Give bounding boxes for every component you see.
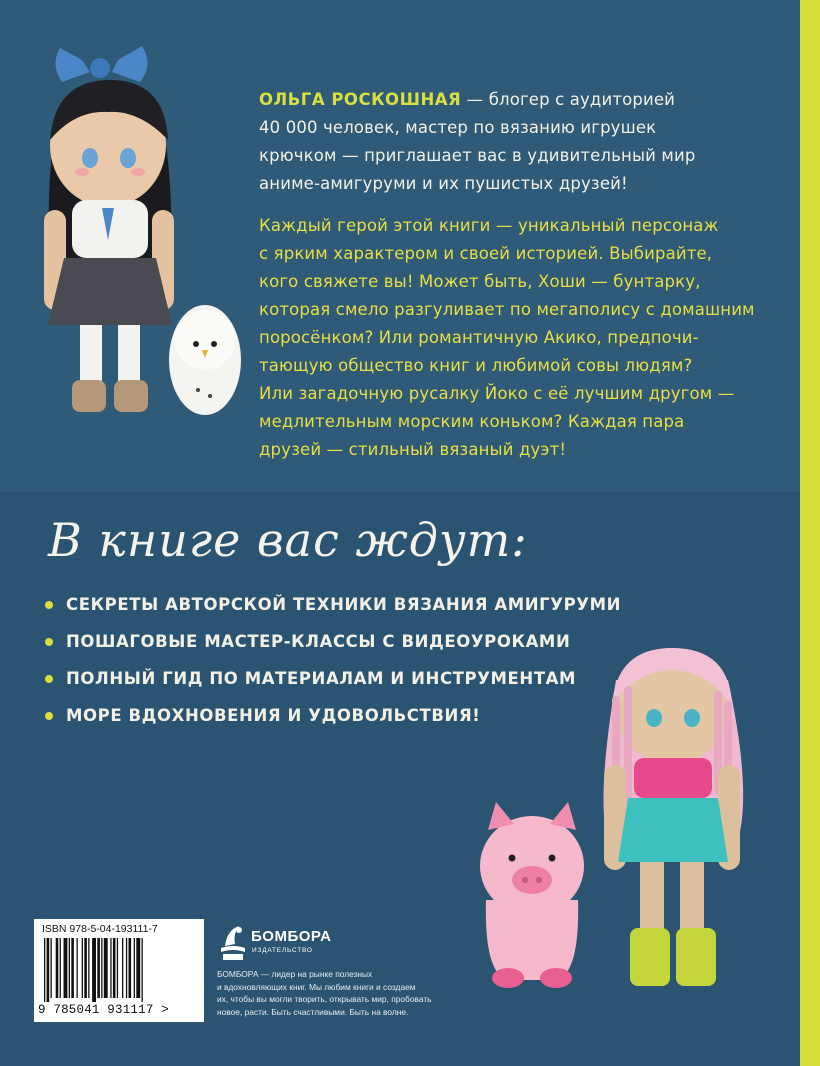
section-heading: В книге вас ждут: xyxy=(48,513,528,567)
feature-label: ПОЛНЫЙ ГИД ПО МАТЕРИАЛАМ И ИНСТРУМЕНТАМ xyxy=(66,669,577,688)
publisher-line: новое, расти. Быть счастливыми. Быть на волне. xyxy=(217,1006,409,1017)
spine-strip xyxy=(800,0,820,1066)
doll-with-owl-illustration xyxy=(20,40,250,430)
description-line: Или загадочную русалку Йоко с её лучшим другом — xyxy=(259,384,735,403)
description-line: которая смело разгуливает по мегаполису с домашним xyxy=(259,300,755,319)
barcode-icon xyxy=(42,938,196,1002)
description-line: тающую общество книг и любимой совы людям? xyxy=(259,356,693,375)
barcode-digits: 9 785041 931117 > xyxy=(38,1003,169,1017)
isbn-number: ISBN 978-5-04-193111-7 xyxy=(42,923,158,935)
publisher-name: БОМБОРА xyxy=(251,928,332,945)
publisher-logo xyxy=(217,918,357,966)
author-intro xyxy=(259,86,779,198)
description-line: поросёнком? Или романтичную Акико, предпочи- xyxy=(259,328,699,347)
bullet-icon xyxy=(45,675,53,683)
description-line: с ярким характером и своей историей. Выбирайте, xyxy=(259,244,713,263)
feature-label: СЕКРЕТЫ АВТОРСКОЙ ТЕХНИКИ ВЯЗАНИЯ АМИГУРУМИ xyxy=(66,595,622,614)
publisher-line: и вдохновляющих книг. Мы любим книги и создаем xyxy=(217,981,416,992)
intro-line: аниме-амигуруми и их пушистых друзей! xyxy=(259,174,628,193)
isbn-barcode xyxy=(34,919,204,1022)
description-line: друзей — стильный вязаный дуэт! xyxy=(259,440,567,459)
book-description xyxy=(259,212,779,464)
bullet-icon xyxy=(45,601,53,609)
publisher-subtitle: ИЗДАТЕЛЬСТВО xyxy=(252,947,313,954)
author-name: ОЛЬГА РОСКОШНАЯ xyxy=(259,90,462,109)
bombora-logo-icon xyxy=(217,920,249,964)
publisher-line: их, чтобы вы могли творить, открывать мир, пробовать xyxy=(217,994,432,1004)
intro-line: 40 000 человек, мастер по вязанию игрушек xyxy=(259,118,657,137)
doll-with-pig-illustration xyxy=(466,640,766,1005)
feature-item xyxy=(45,586,621,623)
description-line: Каждый герой этой книги — уникальный персонаж xyxy=(259,216,719,235)
feature-label: МОРЕ ВДОХНОВЕНИЯ И УДОВОЛЬСТВИЯ! xyxy=(66,706,481,725)
publisher-description xyxy=(217,968,457,1018)
description-line: кого свяжете вы! Может быть, Хоши — бунтарку, xyxy=(259,272,701,291)
bullet-icon xyxy=(45,638,53,646)
intro-line: — блогер с аудиторией xyxy=(461,90,675,109)
description-line: медлительным морским коньком? Каждая пара xyxy=(259,412,685,431)
publisher-line: БОМБОРА — лидер на рынке полезных xyxy=(217,969,373,979)
bullet-icon xyxy=(45,712,53,720)
intro-line: крючком — приглашает вас в удивительный мир xyxy=(259,146,696,165)
feature-label: ПОШАГОВЫЕ МАСТЕР-КЛАССЫ С ВИДЕОУРОКАМИ xyxy=(66,632,571,651)
